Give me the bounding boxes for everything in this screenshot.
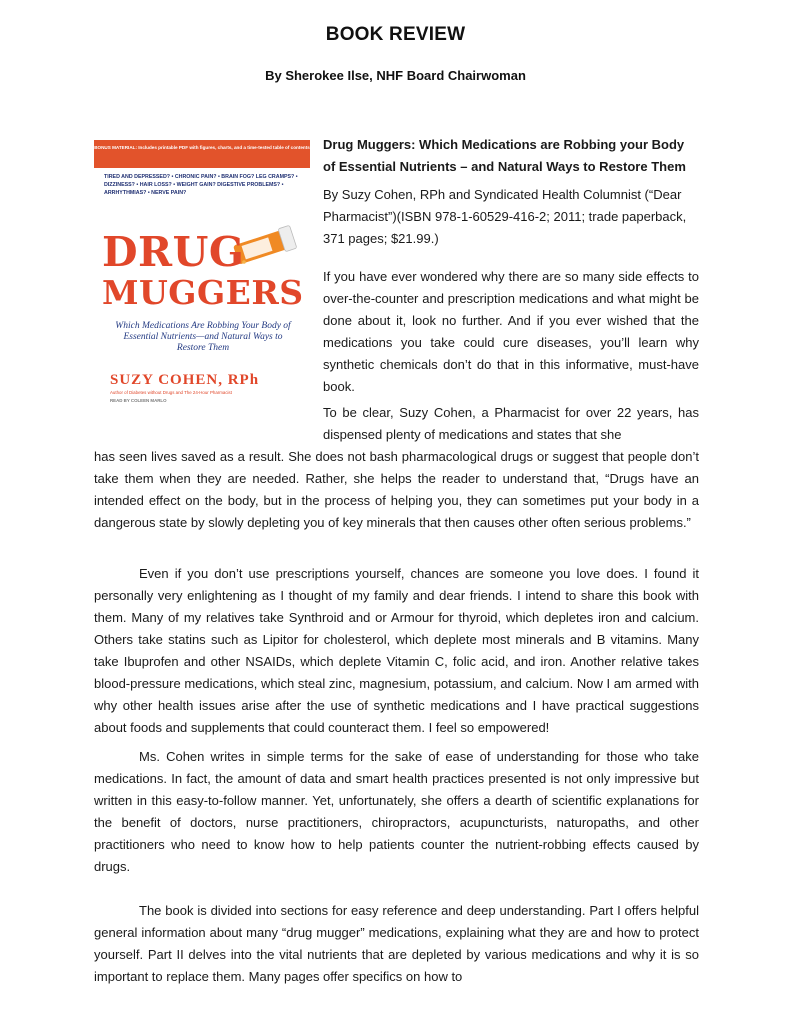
cover-title-line1: DRUG <box>102 228 245 276</box>
book-meta: By Suzy Cohen, RPh and Syndicated Health Columnist (“Dear Pharmacist”)(ISBN 978-1-60529-416-2; 2011; trade paperback, 371 pages; $21.99.) <box>323 187 687 246</box>
cover-reader: READ BY COLEEN MARLO <box>110 398 167 403</box>
book-cover-image <box>94 140 310 408</box>
paragraph-3: Even if you don’t use prescriptions yourself, chances are someone you love does. I found it personally very enlightening as I thought of my family and dear friends. I intend to share this book with them. Many of my relatives take Synthroid and or Armour for thyroid, which depletes iron and calcium. Others take statins such as Lipitor for cholesterol, which deplete most minerals and B vitamins. Many take Ibuprofen and other NSAIDs, which deplete Vitamin C, folic acid, and iron. Another relative takes blood-pressure medications, which steal zinc, magnesium, potassium, and calcium. Now I am armed with why other health issues arise after the use of synthetic medications and I have practical suggestions about foods and supplements that could counteract them. I feel so empowered! <box>94 566 699 735</box>
book-title: Drug Muggers: Which Medications are Robbing your Body of Essential Nutrients – and Natural Ways to Restore Them <box>323 137 686 174</box>
cover-author-note: Author of Diabetes without Drugs and The 24-Hour Pharmacist <box>110 390 232 395</box>
paragraph-2-continued: has seen lives saved as a result. She does not bash pharmacological drugs or suggest that people don’t take them when they are needed. Rather, she helps the reader to understand that, “Drugs have an intended effect on the body, but in the process of helping you, they can sometimes put your body in a dangerous state by slowly depleting you of key minerals that then causes other often serious problems.” <box>94 449 699 530</box>
page-title: BOOK REVIEW <box>325 24 466 45</box>
cover-subtitle: Which Medications Are Robbing Your Body of Essential Nutrients—and Natural Ways to Restore Them <box>115 321 291 353</box>
cover-symptoms: TIRED AND DEPRESSED? • CHRONIC PAIN? • BRAIN FOG? LEG CRAMPS? • DIZZINESS? • HAIR LOSS? • WEIGHT GAIN? DIGESTIVE PROBLEMS? • ARRHYTHMIAS? • NERVE PAIN? <box>104 174 298 196</box>
cover-title-line2: MUGGERS <box>102 273 304 312</box>
paragraph-5: The book is divided into sections for easy reference and deep understanding. Part I offers helpful general information about many “drug mugger” medications, explaining what they are and how to protect yourself. Part II delves into the vital nutrients that are depleted by various medications and why it is so important to replace them. Many pages offer specifics on how to <box>94 903 699 984</box>
paragraph-intro: If you have ever wondered why there are so many side effects to over-the-counter and prescription medications and what might be done about it, look no further. And if you ever wished that the medications you take could cure diseases, you’ll learn why synthetic chemicals don’t do that in this informative, must-have book. <box>323 269 699 394</box>
cover-banner <box>94 140 310 168</box>
byline: By Sherokee Ilse, NHF Board Chairwoman <box>265 68 526 83</box>
paragraph-2-start: To be clear, Suzy Cohen, a Pharmacist for over 22 years, has dispensed plenty of medications and states that she <box>323 405 699 442</box>
cover-author: SUZY COHEN, RPh <box>110 372 260 388</box>
paragraph-4: Ms. Cohen writes in simple terms for the sake of ease of understanding for those who take medications. In fact, the amount of data and smart health practices presented is not only impressive but written in this easy-to-follow manner. Yet, unfortunately, she offers a dearth of scientific explanations for the benefit of doctors, nurse practitioners, chiropractors, acupuncturists, naturopaths, and other practitioners who need to know how to help patients counter the nutrient-robbing effects caused by drugs. <box>94 749 699 874</box>
cover-banner-text: BONUS MATERIAL: Includes printable PDF with figures, charts, and a time-tested table of contents <box>94 145 310 150</box>
